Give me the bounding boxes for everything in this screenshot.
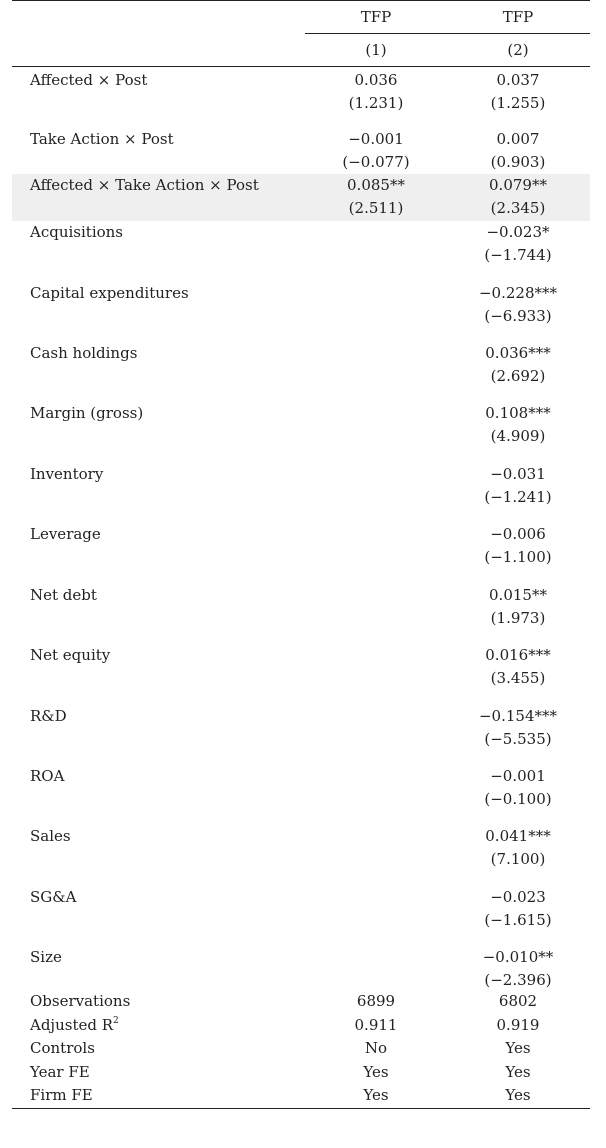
coefficient-value: 0.016*** (485, 646, 551, 664)
stat-label (12, 1061, 305, 1085)
coef-cell-col2 (447, 174, 589, 220)
stat-value-col1: Yes (363, 1062, 389, 1081)
t-statistic: (−1.744) (484, 246, 552, 264)
coefficient-value: 0.041*** (485, 827, 551, 845)
coefficient-value: −0.154*** (478, 707, 557, 725)
stat-label-text: Firm FE (30, 1086, 93, 1104)
row-label: Net debt (30, 586, 97, 604)
row-label: Net equity (30, 646, 111, 664)
t-statistic: (2.692) (490, 367, 546, 385)
table-row (12, 584, 590, 644)
coefficient-body (12, 67, 590, 990)
t-statistic: (1.973) (490, 609, 546, 627)
row-label: Cash holdings (30, 344, 138, 362)
coefficient-value: −0.228*** (478, 284, 557, 302)
coef-cell-col1 (305, 69, 447, 115)
table-row (12, 128, 590, 174)
stat-value-col1: No (364, 1039, 388, 1057)
coef-cell-col1 (305, 174, 447, 220)
coef-cell-col1 (305, 128, 447, 174)
coefficient-value: 0.085** (347, 176, 405, 194)
coef-cell-col2 (447, 705, 589, 751)
stat-label (12, 990, 305, 1014)
table-row (12, 644, 590, 705)
stat-row (12, 990, 590, 1014)
t-statistic: (−1.100) (484, 548, 552, 566)
coefficient-value: −0.010** (482, 948, 554, 966)
row-label: ROA (30, 767, 65, 785)
table-row (12, 463, 590, 523)
t-statistic: (1.255) (490, 94, 546, 112)
t-statistic: (−1.241) (484, 488, 552, 506)
t-statistic: (7.100) (490, 850, 546, 868)
coefficient-value: 0.015** (489, 586, 547, 604)
row-label: Size (30, 948, 62, 966)
coefficient-value: −0.023 (490, 888, 546, 906)
row-label: Take Action × Post (30, 130, 174, 148)
table-row (12, 221, 590, 282)
stat-row (12, 1084, 590, 1108)
coef-cell-col2 (447, 644, 589, 690)
row-label: Affected × Take Action × Post (30, 176, 259, 194)
coef-cell-col2 (447, 584, 589, 630)
coefficient-value: −0.001 (490, 767, 546, 785)
coefficient-value: 0.037 (496, 71, 540, 89)
coefficient-value: 0.036 (354, 71, 398, 89)
t-statistic: (−0.077) (342, 153, 410, 171)
table-row (12, 946, 590, 990)
stat-row (12, 1037, 590, 1061)
t-statistic: (2.345) (490, 199, 546, 217)
statistics-body (12, 990, 590, 1108)
row-label: Affected × Post (30, 71, 148, 89)
row-label: Inventory (30, 465, 104, 483)
stat-label (12, 1014, 305, 1038)
coef-cell-col2 (447, 282, 589, 328)
t-statistic: (2.511) (348, 199, 404, 217)
coefficient-value: −0.031 (490, 465, 546, 483)
t-statistic: (3.455) (490, 669, 546, 687)
coefficient-value: 0.079** (489, 176, 547, 194)
coef-cell-col2 (447, 221, 589, 267)
t-statistic: (1.231) (348, 94, 404, 112)
table-row (12, 765, 590, 825)
stat-value-col1: Yes (363, 1086, 389, 1104)
coefficient-value: 0.007 (496, 130, 540, 148)
stat-value-col2: Yes (505, 1062, 531, 1081)
row-label: Acquisitions (30, 223, 124, 241)
t-statistic: (0.903) (490, 153, 546, 171)
coefficient-value: −0.023* (486, 223, 550, 241)
stat-label-superscript: 2 (113, 1015, 119, 1026)
stat-value-col2: 6802 (498, 992, 538, 1010)
coef-cell-col2 (447, 886, 589, 932)
t-statistic: (4.909) (490, 427, 546, 445)
stat-label-text: Controls (30, 1039, 95, 1057)
row-label: Leverage (30, 525, 101, 543)
table-row (12, 67, 590, 128)
row-label: Margin (gross) (30, 404, 144, 422)
stat-value-col2: 0.919 (496, 1015, 540, 1034)
coef-cell-col2 (447, 128, 589, 174)
coefficient-value: −0.001 (348, 130, 404, 148)
table-row (12, 402, 590, 463)
t-statistic: (−2.396) (484, 971, 552, 989)
t-statistic: (−6.933) (484, 307, 552, 325)
table-row (12, 342, 590, 402)
header-row-model-numbers (12, 34, 590, 66)
stat-label-text: Year FE (30, 1062, 90, 1081)
header-dep-var-1: TFP (360, 8, 392, 26)
coefficient-value: −0.006 (490, 525, 546, 543)
row-label: Sales (30, 827, 71, 845)
stat-row (12, 1014, 590, 1038)
bottom-rule (12, 1108, 590, 1109)
coef-cell-col2 (447, 825, 589, 871)
stat-row (12, 1061, 590, 1085)
coef-cell-col2 (447, 523, 589, 569)
header-model-2: (2) (507, 41, 529, 59)
table-row (12, 886, 590, 946)
stat-value-col1: 6899 (356, 992, 396, 1010)
regression-table (12, 0, 590, 1109)
coef-cell-col2 (447, 463, 589, 509)
header-row-dep-var (12, 1, 590, 33)
row-label: SG&A (30, 888, 77, 906)
stat-label-text: Adjusted R (30, 1015, 114, 1034)
t-statistic: (−1.615) (484, 911, 552, 929)
table-row (12, 174, 590, 221)
header-dep-var-2: TFP (502, 8, 534, 26)
t-statistic: (−0.100) (484, 790, 552, 808)
table-row (12, 705, 590, 765)
stat-value-col2: Yes (505, 1039, 531, 1057)
header-model-1: (1) (365, 41, 387, 59)
stat-label-text: Observations (30, 992, 131, 1010)
coef-cell-col2 (447, 69, 589, 115)
coefficient-value: 0.036*** (485, 344, 551, 362)
stat-value-col2: Yes (505, 1086, 531, 1104)
coef-cell-col2 (447, 765, 589, 811)
stat-value-col1: 0.911 (354, 1015, 398, 1034)
coef-cell-col2 (447, 946, 589, 992)
stat-label (12, 1084, 305, 1108)
stat-label (12, 1037, 305, 1061)
row-label: R&D (30, 707, 67, 725)
table-row (12, 282, 590, 342)
coef-cell-col2 (447, 342, 589, 388)
t-statistic: (−5.535) (484, 730, 552, 748)
table-row (12, 523, 590, 584)
row-label: Capital expenditures (30, 284, 189, 302)
coefficient-value: 0.108*** (485, 404, 551, 422)
table-row (12, 825, 590, 886)
coef-cell-col2 (447, 402, 589, 448)
